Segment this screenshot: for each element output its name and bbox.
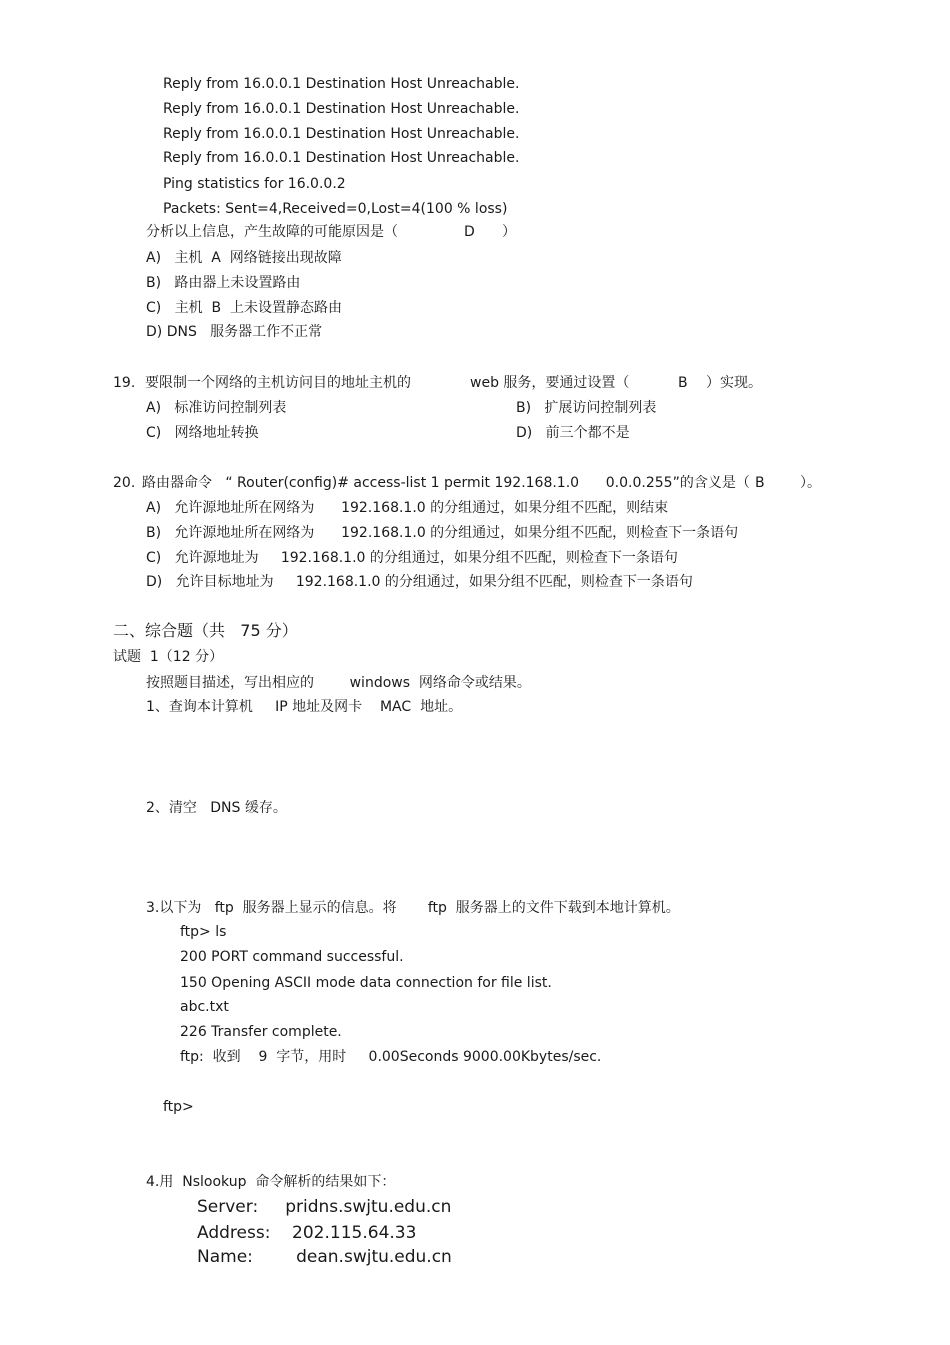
q20-answer: B bbox=[755, 475, 765, 491]
q20-option-a: A) 允许源地址所在网络为 192.168.1.0 的分组通过，如果分组不匹配，则结束 bbox=[146, 500, 669, 516]
task-3: 3.以下为 ftp 服务器上显示的信息。将 ftp 服务器上的文件下载到本地计算机。 bbox=[146, 900, 680, 916]
q18-option-c: C) 主机 B 上未设置静态路由 bbox=[146, 300, 342, 316]
section-title: 二、综合题（共 75 分） bbox=[113, 621, 298, 640]
ping-output-line: Ping statistics for 16.0.0.2 bbox=[163, 176, 346, 192]
q20-number: 20. bbox=[113, 475, 136, 491]
q20-close: ）。 bbox=[800, 475, 821, 491]
ftp-output-line: 226 Transfer complete. bbox=[180, 1024, 342, 1040]
nslookup-name: Name: dean.swjtu.edu.cn bbox=[197, 1247, 452, 1267]
ftp-output-line: 150 Opening ASCII mode data connection for file list. bbox=[180, 975, 552, 991]
q20-option-b: B) 允许源地址所在网络为 192.168.1.0 的分组通过，如果分组不匹配，则检查下一条语句 bbox=[146, 525, 739, 541]
q20-prompt: 路由器命令 “ Router(config)# access-list 1 permit 192.168.1.0 0.0.0.255”的含义是（ bbox=[142, 475, 750, 491]
q19-number: 19. bbox=[113, 375, 136, 391]
item1-title: 试题 1（12 分） bbox=[113, 649, 224, 665]
q18-option-d: D) DNS 服务器工作不正常 bbox=[146, 324, 323, 340]
q20-option-d: D) 允许目标地址为 192.168.1.0 的分组通过，如果分组不匹配，则检查下一条语句 bbox=[146, 574, 693, 590]
ftp-output-line: abc.txt bbox=[180, 999, 229, 1015]
q18-option-a: A) 主机 A 网络链接出现故障 bbox=[146, 250, 342, 266]
q19-close: ）实现。 bbox=[706, 375, 762, 391]
ftp-output-line: 200 PORT command successful. bbox=[180, 949, 404, 965]
nslookup-address: Address: 202.115.64.33 bbox=[197, 1223, 417, 1243]
q19-option-d: D) 前三个都不是 bbox=[516, 425, 630, 441]
q18-prompt: 分析以上信息，产生故障的可能原因是（ bbox=[146, 224, 398, 240]
q20-option-c: C) 允许源地址为 192.168.1.0 的分组通过，如果分组不匹配，则检查下一条语句 bbox=[146, 550, 678, 566]
instruction: 按照题目描述，写出相应的 windows 网络命令或结果。 bbox=[146, 675, 531, 691]
ftp-output-line: ftp> ls bbox=[180, 924, 227, 940]
q19-option-c: C) 网络地址转换 bbox=[146, 425, 259, 441]
ftp-output-line: ftp: 收到 9 字节，用时 0.00Seconds 9000.00Kbytes/sec. bbox=[180, 1049, 602, 1065]
q18-option-b: B) 路由器上未设置路由 bbox=[146, 275, 301, 291]
q18-close: ） bbox=[502, 224, 516, 240]
nslookup-server: Server: pridns.swjtu.edu.cn bbox=[197, 1197, 452, 1217]
q19-answer: B bbox=[678, 375, 688, 391]
ping-output-line: Reply from 16.0.0.1 Destination Host Unreachable. bbox=[163, 76, 520, 92]
ping-output-line: Reply from 16.0.0.1 Destination Host Unreachable. bbox=[163, 126, 520, 142]
q19-prompt-2: web 服务，要通过设置（ bbox=[470, 375, 630, 391]
ping-output-line: Reply from 16.0.0.1 Destination Host Unreachable. bbox=[163, 150, 520, 166]
q19-option-a: A) 标准访问控制列表 bbox=[146, 400, 287, 416]
task-1: 1、查询本计算机 IP 地址及网卡 MAC 地址。 bbox=[146, 699, 463, 715]
q19-prompt: 要限制一个网络的主机访问目的地址主机的 bbox=[145, 375, 411, 391]
ping-output-line: Reply from 16.0.0.1 Destination Host Unreachable. bbox=[163, 101, 520, 117]
ftp-prompt: ftp> bbox=[163, 1099, 194, 1115]
task-2: 2、清空 DNS 缓存。 bbox=[146, 800, 287, 816]
task-4: 4.用 Nslookup 命令解析的结果如下： bbox=[146, 1174, 396, 1190]
ping-output-line: Packets: Sent=4,Received=0,Lost=4(100 % loss) bbox=[163, 201, 508, 217]
q19-option-b: B) 扩展访问控制列表 bbox=[516, 400, 657, 416]
q18-answer: D bbox=[464, 224, 475, 240]
